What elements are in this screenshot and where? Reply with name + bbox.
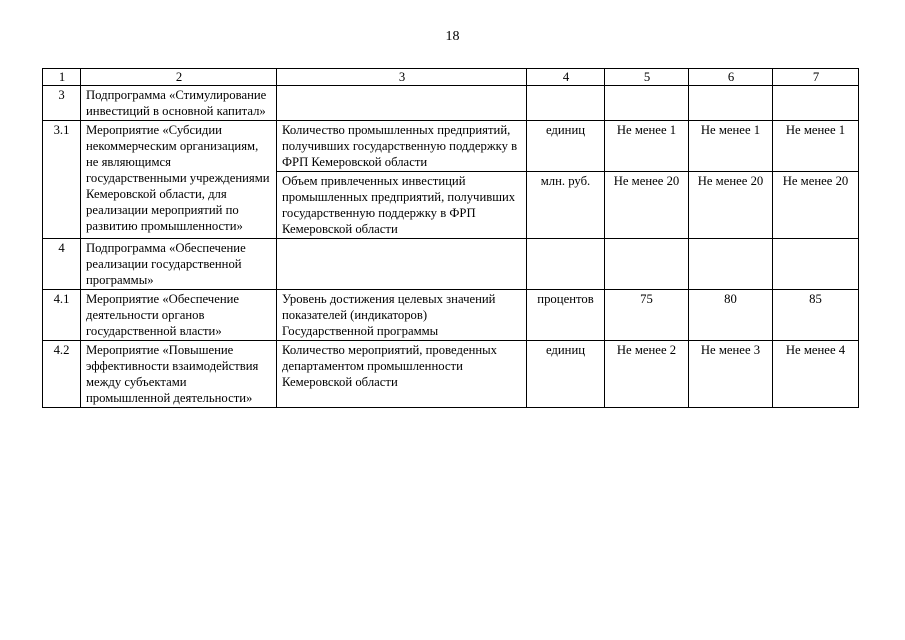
value-cell: Не менее 20: [773, 172, 859, 239]
indicator-name: Уровень достижения целевых значений показателей (индикаторов) Государственной программы: [277, 290, 527, 341]
program-name: Мероприятие «Субсидии некоммерческим организациям, не являющимся государственными учреждениями Кемеровской области, для реализации мероприятий по развитию промышленности»: [81, 121, 277, 239]
column-header: 2: [81, 69, 277, 86]
row-number: 3.1: [43, 121, 81, 239]
table-header-row: [43, 69, 859, 86]
page-number: 18: [445, 29, 460, 44]
column-header: 1: [43, 69, 81, 86]
indicator-name: [277, 86, 527, 121]
value-cell: [689, 86, 773, 121]
value-cell: 75: [605, 290, 689, 341]
row-number: 4: [43, 239, 81, 290]
column-header: 7: [773, 69, 859, 86]
column-header: 4: [527, 69, 605, 86]
unit-cell: млн. руб.: [527, 172, 605, 239]
table-row: [43, 121, 859, 172]
unit-cell: [527, 239, 605, 290]
value-cell: 85: [773, 290, 859, 341]
table-row: [43, 86, 859, 121]
indicator-name: [277, 239, 527, 290]
value-cell: Не менее 1: [689, 121, 773, 172]
value-cell: Не менее 4: [773, 341, 859, 408]
indicator-name: Объем привлеченных инвестиций промышленных предприятий, получивших государственную поддержку в ФРП Кемеровской области: [277, 172, 527, 239]
value-cell: Не менее 3: [689, 341, 773, 408]
value-cell: Не менее 1: [605, 121, 689, 172]
program-name: Подпрограмма «Стимулирование инвестиций в основной капитал»: [81, 86, 277, 121]
column-header: 6: [689, 69, 773, 86]
value-cell: Не менее 20: [605, 172, 689, 239]
table-row: [43, 239, 859, 290]
indicator-name: Количество мероприятий, проведенных департаментом промышленности Кемеровской области: [277, 341, 527, 408]
value-cell: Не менее 20: [689, 172, 773, 239]
program-name: Подпрограмма «Обеспечение реализации государственной программы»: [81, 239, 277, 290]
value-cell: 80: [689, 290, 773, 341]
indicators-table: [42, 68, 859, 408]
value-cell: [773, 86, 859, 121]
indicator-name: Количество промышленных предприятий, получивших государственную поддержку в ФРП Кемеровской области: [277, 121, 527, 172]
value-cell: Не менее 2: [605, 341, 689, 408]
row-number: 4.1: [43, 290, 81, 341]
table-row: [43, 290, 859, 341]
table-row: [43, 341, 859, 408]
unit-cell: процентов: [527, 290, 605, 341]
row-number: 3: [43, 86, 81, 121]
unit-cell: [527, 86, 605, 121]
value-cell: [689, 239, 773, 290]
program-name: Мероприятие «Обеспечение деятельности органов государственной власти»: [81, 290, 277, 341]
column-header: 3: [277, 69, 527, 86]
row-number: 4.2: [43, 341, 81, 408]
column-header: 5: [605, 69, 689, 86]
value-cell: Не менее 1: [773, 121, 859, 172]
unit-cell: единиц: [527, 341, 605, 408]
program-name: Мероприятие «Повышение эффективности взаимодействия между субъектами промышленной деятельности»: [81, 341, 277, 408]
value-cell: [773, 239, 859, 290]
unit-cell: единиц: [527, 121, 605, 172]
value-cell: [605, 86, 689, 121]
value-cell: [605, 239, 689, 290]
